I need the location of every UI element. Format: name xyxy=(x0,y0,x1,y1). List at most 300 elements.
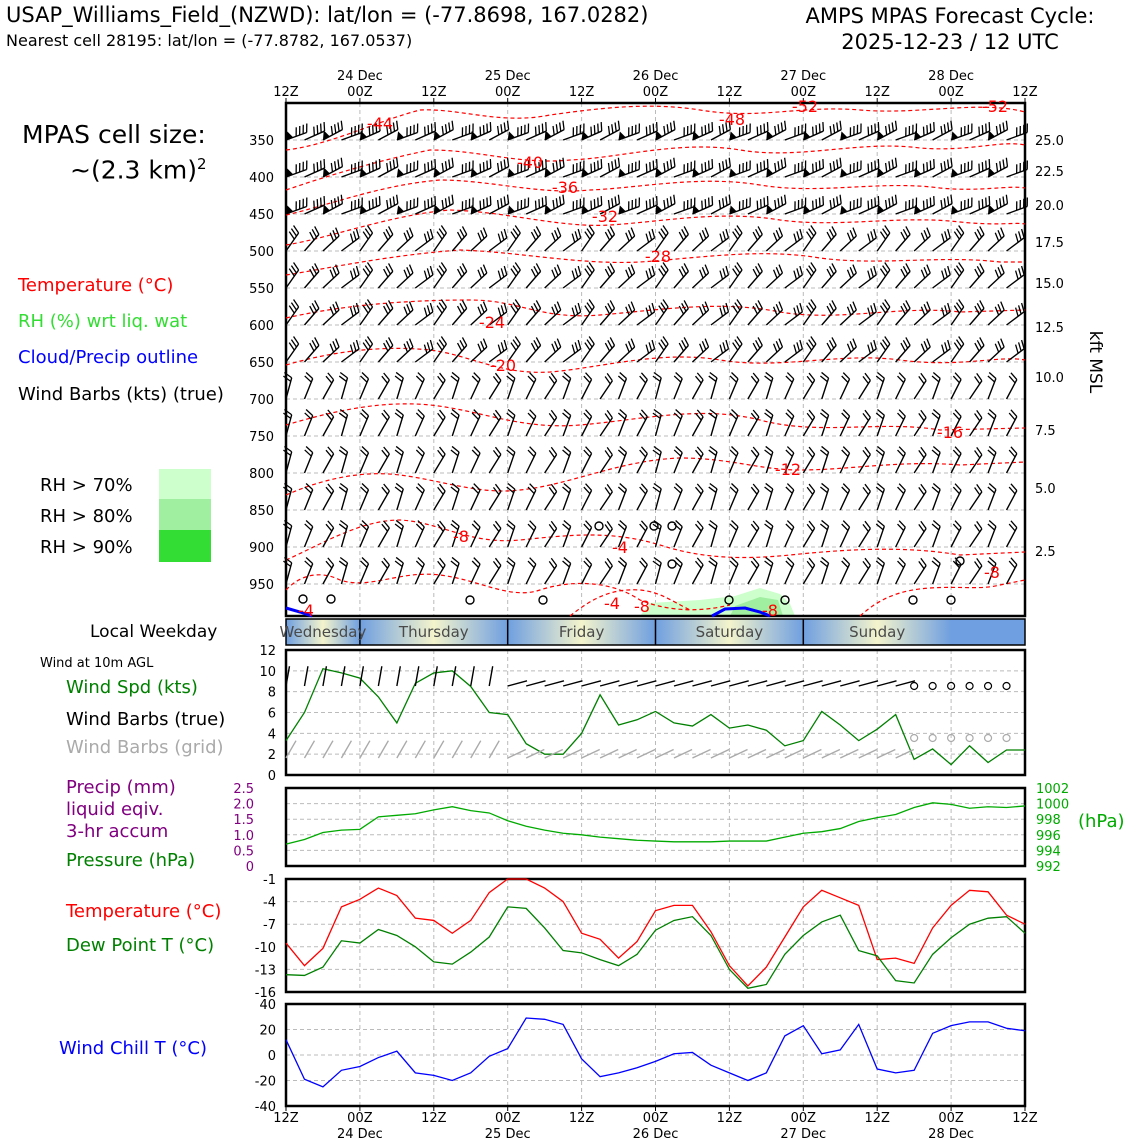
wind-barb xyxy=(877,158,896,177)
wind-barb-flag xyxy=(480,201,481,210)
wind-barb-flag xyxy=(312,229,316,237)
wind-barb-flag xyxy=(601,196,602,205)
wind-barb-flag xyxy=(452,121,453,130)
wind-barb xyxy=(1007,521,1017,547)
legend-precip-l2: liquid eqiv. xyxy=(66,799,164,820)
top-date-label: 25 Dec xyxy=(484,69,531,84)
wind-barb xyxy=(803,521,814,547)
wind-barb xyxy=(970,226,984,251)
wind-barb-flag xyxy=(776,341,779,349)
wind-barb-flag xyxy=(948,196,949,205)
wind-barb-flag xyxy=(314,127,315,136)
wind-barb xyxy=(932,520,940,547)
wind-barb-flag xyxy=(504,303,507,312)
wind-barb-flag xyxy=(674,121,675,130)
wind-barb xyxy=(822,263,836,288)
wind-barb xyxy=(748,558,759,584)
wind-barb xyxy=(545,339,561,362)
wind-barb-flag xyxy=(310,306,314,314)
wind-barb xyxy=(339,446,347,473)
bottom-date-label: 27 Dec xyxy=(780,1127,827,1140)
wind-barb-flag xyxy=(646,271,649,280)
legend-pressure: Pressure (hPa) xyxy=(66,850,196,871)
wind-barb xyxy=(582,484,592,510)
wind-barb-flag xyxy=(816,162,817,171)
chart-subtitle: Nearest cell 28195: lat/lon = (-77.8782, 167.0537) xyxy=(6,31,413,50)
wind-barb-flag xyxy=(608,229,612,237)
wind-barb xyxy=(378,410,389,436)
wind-barb-flag xyxy=(980,300,984,308)
wind-barb-flag xyxy=(431,124,432,133)
wind-barb xyxy=(637,122,657,140)
wind-barb-flag xyxy=(546,196,547,205)
wind-barb-flag xyxy=(756,340,760,348)
wind-barb-flag xyxy=(572,271,575,280)
wind-calm-circle xyxy=(911,683,918,690)
wind-barb xyxy=(563,160,584,177)
wind-barb xyxy=(637,373,647,399)
wind-barb xyxy=(304,122,324,140)
top-time-label: 00Z xyxy=(642,85,669,100)
wind-barb xyxy=(896,337,910,362)
wind-speed-tick-label: 2 xyxy=(267,748,276,764)
wind-barb-flag xyxy=(702,230,705,238)
wind-barb-flag xyxy=(501,268,504,277)
wind-barb xyxy=(434,373,445,399)
wind-barb xyxy=(563,123,584,140)
wind-barb-flag xyxy=(449,122,450,131)
wind-barb-flag xyxy=(501,198,502,207)
wind-barb-flag xyxy=(428,162,429,171)
wind-barb-flag xyxy=(775,163,776,172)
wind-barb xyxy=(1007,447,1017,473)
wind-barb-flag xyxy=(871,125,872,134)
wind-barb-flag xyxy=(998,341,1001,349)
wind-barb-flag xyxy=(424,308,427,317)
wind-barb-flag xyxy=(827,232,831,240)
wind-barb xyxy=(653,409,661,436)
wind-barb-flag xyxy=(774,233,777,241)
wind-barb xyxy=(822,195,841,214)
wind-barb-flag xyxy=(774,344,777,352)
wind-barb-flag xyxy=(389,226,393,234)
wind-barb-flag xyxy=(679,269,683,277)
pressure-tick-label: 550 xyxy=(249,282,274,297)
wind-barb-flag xyxy=(980,263,984,271)
wind-barb-flag xyxy=(767,159,768,168)
wind-barb-flag xyxy=(785,158,786,167)
wind-barb-flag xyxy=(552,233,555,241)
wind-barb-flag xyxy=(536,263,540,271)
wind-barb xyxy=(840,484,849,510)
wind-barb-flag xyxy=(977,340,981,348)
wind-barb-flag xyxy=(832,263,836,271)
wind-barb-flag xyxy=(336,339,339,347)
wind-barb-flag xyxy=(709,161,710,170)
wind-barb xyxy=(395,557,403,584)
wind-barb xyxy=(859,229,877,251)
wind-barb-flag xyxy=(756,303,760,311)
cell-size-exponent: 2 xyxy=(197,155,207,173)
wind-barb xyxy=(619,339,635,362)
wind-barb xyxy=(452,337,466,362)
wind-barb-flag xyxy=(536,226,540,234)
wind-barb-flag xyxy=(948,340,951,349)
wind-barb-flag xyxy=(667,124,668,133)
wind-barb-flag xyxy=(425,201,426,210)
wind-barb-flag xyxy=(874,340,877,349)
wind-barb-flag xyxy=(425,127,426,136)
wind-barb xyxy=(896,197,917,214)
wind-barb xyxy=(933,340,951,362)
wind-barb-flag xyxy=(827,343,831,351)
wind-barb-flag xyxy=(833,161,834,170)
wind-barb xyxy=(692,373,703,399)
wind-barb xyxy=(914,122,934,140)
wind-barb xyxy=(341,197,362,214)
pressure-tick-label: 700 xyxy=(249,393,274,408)
wind-barb-flag xyxy=(657,122,658,131)
wind-barb xyxy=(283,446,291,473)
wind-barb-flag xyxy=(333,230,336,238)
wind-barb xyxy=(415,266,433,288)
wind-barb-flag xyxy=(682,266,686,274)
wind-barb xyxy=(840,160,861,177)
wind-barb-flag xyxy=(800,340,803,349)
wind-barb xyxy=(360,226,373,251)
temperature-contour xyxy=(860,580,1025,616)
wind-barb xyxy=(508,197,529,214)
wind-barb-flag xyxy=(1019,231,1022,240)
wind-barb xyxy=(489,266,507,288)
wind-barb-flag xyxy=(977,266,981,274)
wind-barb xyxy=(283,557,291,584)
wind-barb-flag xyxy=(534,266,538,274)
wind-barb xyxy=(415,340,433,362)
wind-barb-flag xyxy=(975,306,979,314)
wind-barb-flag xyxy=(546,122,547,131)
wind-barb xyxy=(304,409,312,436)
wind-barb xyxy=(415,410,424,436)
wind-barb-flag xyxy=(667,198,668,207)
wind-barb xyxy=(803,447,814,473)
wind-barb-flag xyxy=(853,265,856,273)
wind-barb-flag xyxy=(847,270,850,278)
wind-barb xyxy=(988,195,1007,214)
wind-barb xyxy=(748,122,768,140)
wind-barb-flag xyxy=(1001,228,1004,236)
wind-barb-flag xyxy=(330,233,333,241)
wind-barb xyxy=(988,483,996,510)
wind-barb xyxy=(452,197,473,214)
wind-barb-flag xyxy=(948,159,949,168)
wind-barb xyxy=(729,226,742,251)
temperature-contour-label: -4 xyxy=(604,594,620,613)
wind-barb-flag xyxy=(612,124,613,133)
kft-tick-label: 25.0 xyxy=(1035,134,1064,149)
wind-barb-flag xyxy=(951,158,952,167)
wind-barb-flag xyxy=(819,161,820,170)
wind-barb-flag xyxy=(982,199,983,208)
wind-barb-true xyxy=(692,681,711,686)
wind-barb xyxy=(803,263,816,288)
wind-barb-flag xyxy=(850,267,853,275)
wind-barb-flag xyxy=(797,268,800,277)
wind-barb xyxy=(840,558,849,584)
wind-barb-flag xyxy=(726,266,729,275)
legend-temperature-2: Temperature (°C) xyxy=(66,901,222,922)
wind-barb xyxy=(748,447,759,473)
wind-barb-flag xyxy=(631,339,634,347)
wind-barb xyxy=(360,196,380,214)
wind-barb-flag xyxy=(927,162,928,171)
wind-barb xyxy=(415,484,424,510)
wind-barb-flag xyxy=(776,304,779,312)
wind-barb xyxy=(896,484,906,510)
wind-barb xyxy=(563,303,581,325)
wind-barb-flag xyxy=(310,232,314,240)
wind-barb-flag xyxy=(615,159,616,168)
pressure-tick-label: 900 xyxy=(249,541,274,556)
wind-barb-flag xyxy=(557,228,560,236)
wind-barb-flag xyxy=(353,268,356,277)
wind-barb xyxy=(395,520,403,547)
wind-grid-calm-circle xyxy=(1003,735,1010,742)
precip-tick-label: 2.5 xyxy=(233,782,254,797)
wind-barb-flag xyxy=(794,271,797,280)
top-date-label: 26 Dec xyxy=(632,69,679,84)
wind-barb-flag xyxy=(605,343,609,351)
wind-barb-flag xyxy=(995,270,998,278)
bottom-time-label: 12Z xyxy=(273,1111,299,1126)
wind-barb-flag xyxy=(390,198,391,207)
wind-barb-flag xyxy=(868,127,869,136)
wind-barb xyxy=(692,302,708,325)
wind-barb-flag xyxy=(331,163,332,172)
wind-barb-flag xyxy=(539,199,540,208)
wind-barb-flag xyxy=(934,122,935,131)
kft-tick-label: 17.5 xyxy=(1035,236,1064,251)
wind-barb xyxy=(489,484,501,510)
wind-barb xyxy=(692,558,703,584)
wind-barb-flag xyxy=(324,122,325,131)
wind-barb xyxy=(508,300,521,325)
wind-barb xyxy=(988,265,1004,288)
wind-barb-flag xyxy=(1016,271,1019,280)
wind-barb-flag xyxy=(720,234,723,243)
wind-barb xyxy=(970,484,982,510)
wind-barb-flag xyxy=(720,271,723,280)
wind-barb-flag xyxy=(702,304,705,312)
wind-barb-flag xyxy=(921,270,924,278)
wind-barb-flag xyxy=(871,162,872,171)
wind-barb-true xyxy=(822,681,841,686)
wind-barb-flag xyxy=(317,199,318,208)
wind-barb xyxy=(415,122,435,140)
wind-barb-flag xyxy=(353,231,356,240)
wind-barb-flag xyxy=(484,162,485,171)
wind-barb-flag xyxy=(487,124,488,133)
wind-barb-flag xyxy=(393,159,394,168)
wind-barb-flag xyxy=(945,231,948,240)
wind-barb xyxy=(304,520,312,547)
wind-barb-flag xyxy=(601,122,602,131)
calm-circle xyxy=(909,596,917,604)
wind-barb-flag xyxy=(430,229,433,238)
wind-barb xyxy=(729,521,738,547)
wind-barb xyxy=(619,123,640,140)
wind-barb-flag xyxy=(1016,234,1019,243)
wind-barb-flag xyxy=(819,198,820,207)
wind-barb-flag xyxy=(1022,303,1025,312)
wind-barb xyxy=(434,263,447,288)
precip-tick-label: 1.5 xyxy=(233,813,254,829)
wind-barb xyxy=(339,483,347,510)
wind-barb-flag xyxy=(982,125,983,134)
wind-barb xyxy=(674,226,688,251)
wind-barb-flag xyxy=(351,234,354,243)
wind-barb xyxy=(526,226,540,251)
wind-barb-grid xyxy=(489,741,499,758)
wind-barb-flag xyxy=(591,127,592,136)
wind-barb-flag xyxy=(705,228,708,236)
wind-barb-flag xyxy=(330,307,333,315)
wind-barb-flag xyxy=(341,158,342,167)
wind-barb-flag xyxy=(531,343,535,351)
wind-barb-flag xyxy=(705,265,708,273)
wind-barb xyxy=(896,373,906,399)
wind-barb xyxy=(729,300,742,325)
wind-barb-flag xyxy=(572,345,575,354)
wind-barb-flag xyxy=(702,267,705,275)
precip-tick-label: 0.5 xyxy=(233,844,254,860)
wind-barb-flag xyxy=(927,265,930,273)
wind-barb-flag xyxy=(705,125,706,134)
pressure-tick-label: 650 xyxy=(249,356,274,371)
wind-barb xyxy=(489,447,501,473)
wind-barb xyxy=(711,340,729,362)
wind-barb xyxy=(859,196,879,214)
wind-barb-flag xyxy=(480,127,481,136)
wind-barb xyxy=(283,409,291,436)
wind-barb xyxy=(709,557,717,584)
wind-barb-flag xyxy=(847,307,850,315)
wind-barb-flag xyxy=(874,303,877,312)
wind-barb-grid xyxy=(415,741,425,758)
wind-barb-flag xyxy=(753,269,757,277)
wind-barb-flag xyxy=(679,343,683,351)
wind-barb xyxy=(785,123,806,140)
wind-barb xyxy=(600,226,614,251)
wind-barb-flag xyxy=(758,300,762,308)
wind-barb-flag xyxy=(542,124,543,133)
wind-barb-flag xyxy=(1001,265,1004,273)
wind-barb xyxy=(360,410,369,436)
wind-barb xyxy=(970,521,982,547)
wind-barb xyxy=(877,195,896,214)
wind-barb xyxy=(653,557,661,584)
wind-barb xyxy=(545,484,557,510)
wind-barb-grid xyxy=(434,741,444,758)
wind-barb xyxy=(341,229,359,251)
wind-barb xyxy=(563,372,571,399)
wind-barb-flag xyxy=(404,233,407,241)
wind-barb xyxy=(434,447,445,473)
wind-barb-flag xyxy=(650,199,651,208)
wind-barb xyxy=(526,122,546,140)
top-time-label: 00Z xyxy=(347,85,373,100)
wind-barb xyxy=(286,123,307,140)
wind-barb xyxy=(526,263,540,288)
temperature-contour-label: -8 xyxy=(453,527,469,546)
wind-barb xyxy=(692,484,703,510)
wind-barb-flag xyxy=(498,345,501,354)
wind-barb xyxy=(951,160,972,177)
wind-barb-flag xyxy=(531,232,535,240)
wind-barb-flag xyxy=(889,124,890,133)
temperature-contour-label: -32 xyxy=(591,207,619,226)
wind-barb xyxy=(785,373,794,399)
wind-barb-flag xyxy=(986,124,987,133)
wind-barb-flag xyxy=(425,164,426,173)
wind-barb xyxy=(951,337,964,362)
wind-barb-flag xyxy=(977,303,981,311)
legend-precip: Precip (mm) xyxy=(66,777,176,798)
wind-calm-circle xyxy=(966,683,973,690)
wind-barb-flag xyxy=(646,127,647,136)
pressure-tick-label: 350 xyxy=(249,134,274,149)
wind-barb xyxy=(489,373,501,399)
wind-barb xyxy=(859,266,877,288)
wind-barb xyxy=(545,228,561,251)
wind-barb xyxy=(785,521,794,547)
wind-barb-flag xyxy=(610,300,614,308)
wind-barb-flag xyxy=(823,159,824,168)
wind-barb xyxy=(820,409,828,436)
forecast-cycle-date: 2025-12-23 / 12 UTC xyxy=(841,30,1059,54)
wind-barb xyxy=(785,266,803,288)
wind-barb-flag xyxy=(819,124,820,133)
wind-barb-flag xyxy=(404,307,407,315)
wind-barb xyxy=(286,160,307,177)
wind-barb xyxy=(582,122,602,140)
temperature-contour-label: -20 xyxy=(489,356,517,375)
wind-barb xyxy=(582,521,592,547)
wind-barb xyxy=(600,373,612,399)
wind-barb xyxy=(341,160,362,177)
wind-barb-flag xyxy=(764,198,765,207)
wind-barb-flag xyxy=(1003,159,1004,168)
wind-barb xyxy=(508,263,521,288)
wind-barb-flag xyxy=(591,164,592,173)
wind-barb-flag xyxy=(618,158,619,167)
wind-barb-flag xyxy=(813,201,814,210)
wind-barb-flag xyxy=(827,306,831,314)
wind-barb-flag xyxy=(649,268,652,277)
wind-barb-flag xyxy=(980,226,984,234)
wind-barb-flag xyxy=(684,337,688,345)
wind-barb xyxy=(545,373,557,399)
wind-barb-flag xyxy=(942,308,945,317)
wind-barb-flag xyxy=(1006,158,1007,167)
wind-barb xyxy=(709,483,717,510)
wind-barb-flag xyxy=(626,344,629,352)
wind-barb xyxy=(803,196,823,214)
wind-barb-flag xyxy=(490,122,491,131)
wind-barb-grid xyxy=(397,741,407,758)
wind-barb-flag xyxy=(646,201,647,210)
wind-barb xyxy=(415,229,433,251)
